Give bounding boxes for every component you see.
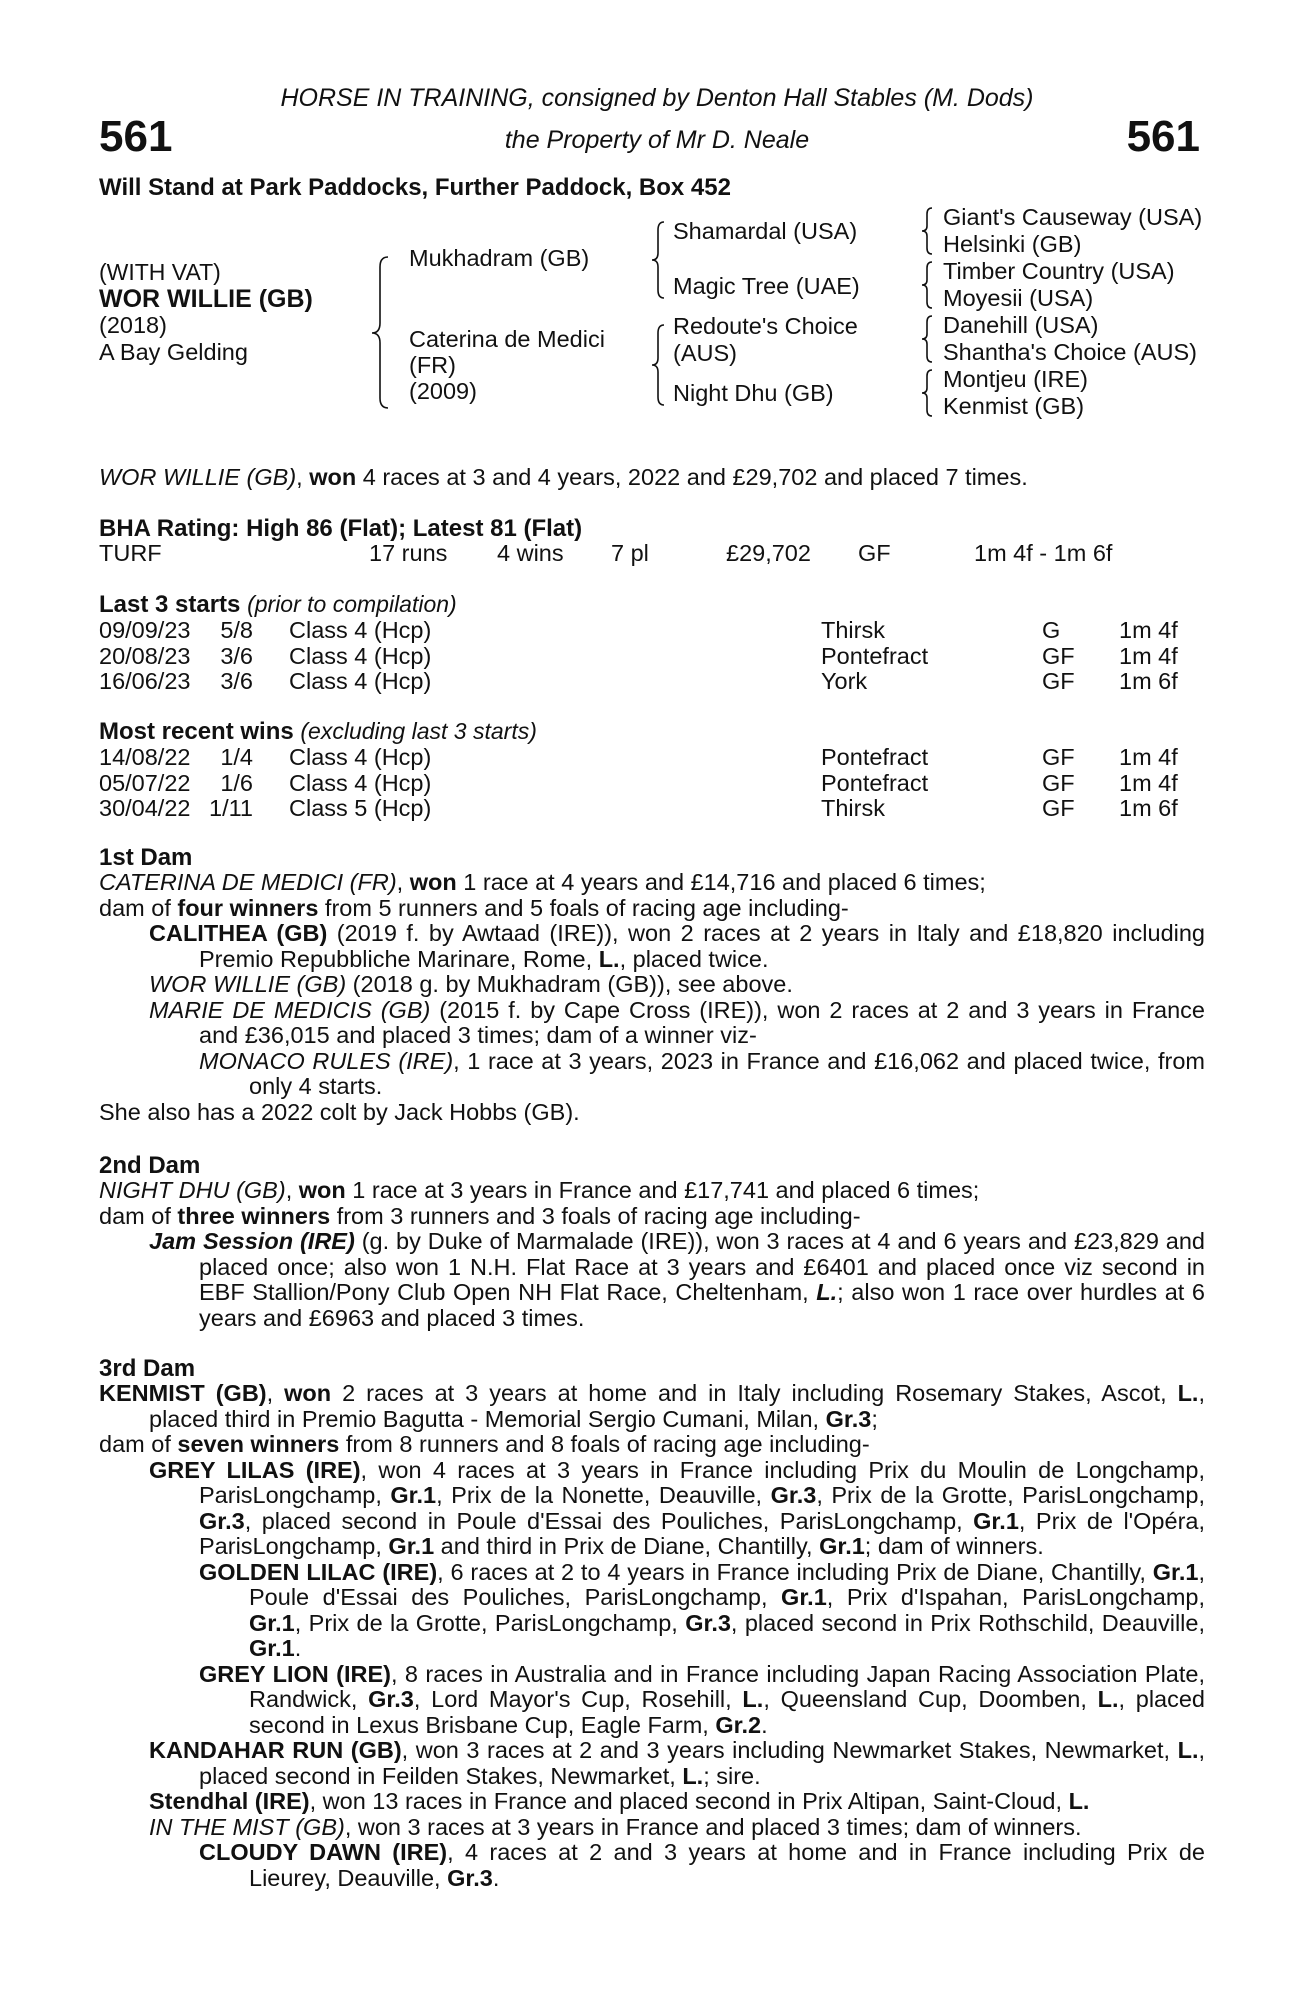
dam1-won: won <box>409 869 457 895</box>
brace-dam <box>650 323 670 407</box>
consignor-line: HORSE IN TRAINING, consigned by Denton Hall Stables (M. Dods) <box>280 84 1034 112</box>
produce-in-the-mist: IN THE MIST (GB), won 3 races at 3 years in France and placed 3 times; dam of winners. <box>149 1813 1082 1840</box>
g3-montjeu: Montjeu (IRE) <box>943 366 1088 392</box>
race-pos: 5/8 <box>220 617 253 643</box>
race-going: GF <box>1042 744 1075 770</box>
race-going: G <box>1042 617 1061 643</box>
race-date: 05/07/22 <box>99 769 191 796</box>
dam-line-1: Caterina de Medici <box>409 326 605 352</box>
race-going: GF <box>1042 668 1075 694</box>
earnings: £29,702 <box>726 540 811 566</box>
kandahar-run-name: KANDAHAR RUN (GB) <box>149 1737 402 1763</box>
race-row <box>99 643 1209 668</box>
dam1-winners-count: four winners <box>177 894 319 921</box>
golden-lilac-name: GOLDEN LILAC (IRE) <box>199 1558 438 1585</box>
horse-name: WOR WILLIE (GB) <box>99 285 313 313</box>
race-dist: 1m 6f <box>1119 795 1178 821</box>
produce-golden-lilac: GOLDEN LILAC (IRE), 6 races at 2 to 4 years in France including Prix de Diane, Chantilly, Gr.1, Poule d'Essai des Pouliches, ParisLongchamp, Gr.1, Prix d'Ispahan, ParisLongchamp, Gr.1, Prix de la Grotte, ParisLongchamp, Gr.3, placed second in Prix Rothschild, Deauville, Gr.1. <box>199 1558 1206 1661</box>
calithea-name: CALITHEA (GB) <box>149 920 328 946</box>
race-row <box>99 668 1209 693</box>
race-dist: 1m 4f <box>1119 769 1178 796</box>
dam1-heading: 1st Dam <box>99 844 193 871</box>
recent-wins-subtitle: (excluding last 3 starts) <box>300 718 537 744</box>
produce-cloudy-dawn: CLOUDY DAWN (IRE), 4 races at 2 and 3 years at home and in France including Prix de Lieurey, Deauville, Gr.3. <box>199 1839 1205 1891</box>
brace-g3-4 <box>920 368 936 418</box>
dam2-line: NIGHT DHU (GB), won 1 race at 3 years in France and £17,741 and placed 6 times; <box>99 1177 980 1203</box>
race-class: Class 4 (Hcp) <box>289 769 432 796</box>
race-going: GF <box>1042 642 1075 669</box>
race-course: York <box>821 668 868 694</box>
last3-heading <box>99 591 457 619</box>
dam3-section <box>99 1381 1205 1891</box>
race-date: 16/06/23 <box>99 668 191 694</box>
dam2-won: won <box>298 1177 346 1203</box>
summary-won: won <box>309 464 357 490</box>
recent-wins-heading <box>99 718 537 746</box>
race-dist: 1m 4f <box>1119 744 1178 770</box>
g3-kenmist: Kenmist (GB) <box>943 393 1085 419</box>
race-date: 09/09/23 <box>99 617 191 643</box>
race-pos: 3/6 <box>220 642 253 669</box>
race-going: GF <box>1042 795 1075 821</box>
produce-grey-lion: GREY LION (IRE), 8 races in Australia and in France including Japan Racing Association Plate, Randwick, Gr.3, Lord Mayor's Cup, Rosehill, L., Queensland Cup, Doomben, L., placed second in Lexus Brisbane Cup, Eagle Farm, Gr.2. <box>199 1660 1205 1738</box>
dam2-heading: 2nd Dam <box>99 1152 201 1179</box>
race-pos: 1/6 <box>220 769 253 796</box>
dam-line-2: (FR) <box>409 352 456 378</box>
race-pos: 3/6 <box>220 668 253 694</box>
race-date: 30/04/22 <box>99 795 191 821</box>
sire-dam: Magic Tree (UAE) <box>673 273 860 299</box>
race-summary: WOR WILLIE (GB), won 4 races at 3 and 4 years, 2022 and £29,702 and placed 7 times. <box>99 464 1028 490</box>
race-course: Pontefract <box>821 642 929 669</box>
sire-sire: Shamardal (USA) <box>673 218 858 244</box>
dam2-name: NIGHT DHU (GB) <box>99 1177 286 1203</box>
race-class: Class 5 (Hcp) <box>289 795 432 821</box>
produce-wor-willie: WOR WILLIE (GB) (2018 g. by Mukhadram (GB)), see above. <box>149 971 793 997</box>
property-line: the Property of Mr D. Neale <box>504 126 810 154</box>
race-dist: 1m 4f <box>1119 642 1178 669</box>
stand-location: Will Stand at Park Paddocks, Further Paddock, Box 452 <box>99 174 731 201</box>
brace-g3-2 <box>920 260 936 310</box>
race-row <box>99 744 1209 769</box>
race-class: Class 4 (Hcp) <box>289 617 432 643</box>
in-the-mist-name: IN THE MIST (GB) <box>149 1813 345 1840</box>
brace-g3-1 <box>920 206 936 256</box>
g3-timber-country: Timber Country (USA) <box>943 258 1175 284</box>
produce-kandahar-run: KANDAHAR RUN (GB), won 3 races at 2 and 3 years including Newmarket Stakes, Newmarket, L., placed second in Feilden Stakes, Newmarket, L.; sire. <box>149 1737 1206 1789</box>
dam-dam: Night Dhu (GB) <box>673 380 834 406</box>
produce-jam-session: Jam Session (IRE) (g. by Duke of Marmalade (IRE)), won 3 races at 4 and 6 years and £23,829 and placed once; also won 1 N.H. Flat Race at 3 years and £6401 and placed once viz second in EBF Stallion/Pony Club Open NH Flat Race, Cheltenham, L.; also won 1 race over hurdles at 6 years and £6963 and placed 3 times. <box>149 1228 1206 1331</box>
marie-de-medicis-name: MARIE DE MEDICIS (GB) <box>149 996 431 1023</box>
race-class: Class 4 (Hcp) <box>289 642 432 669</box>
race-course: Thirsk <box>821 795 885 821</box>
dam3-line: KENMIST (GB), won 2 races at 3 years at home and in Italy including Rosemary Stakes, Ascot, L., placed third in Premio Bagutta - Memorial Sergio Cumani, Milan, Gr.3; <box>99 1380 1205 1432</box>
stendhal-name: Stendhal (IRE) <box>149 1788 310 1814</box>
dam1-produce-line: dam of four winners from 5 runners and 5 foals of racing age including- <box>99 894 849 921</box>
bha-rating: BHA Rating: High 86 (Flat); Latest 81 (Flat) <box>99 515 583 542</box>
monaco-rules-name: MONACO RULES (IRE) <box>199 1047 454 1074</box>
g3-helsinki: Helsinki (GB) <box>943 231 1082 257</box>
race-date: 20/08/23 <box>99 642 191 669</box>
summary-text: 4 races at 3 and 4 years, 2022 and £29,702 and placed 7 times. <box>356 464 1028 490</box>
dam1-colt-note: She also has a 2022 colt by Jack Hobbs (GB). <box>99 1098 580 1125</box>
dam1-name: CATERINA DE MEDICI (FR) <box>99 869 397 895</box>
race-date: 14/08/22 <box>99 744 191 770</box>
dam2-produce-line: dam of three winners from 3 runners and 3 foals of racing age including- <box>99 1202 861 1229</box>
race-class: Class 4 (Hcp) <box>289 668 432 694</box>
dam3-name: KENMIST (GB) <box>99 1380 267 1406</box>
dam2-winners-count: three winners <box>177 1202 331 1229</box>
dam3-won: won <box>284 1380 332 1406</box>
last3-title: Last 3 starts <box>99 591 241 618</box>
race-going: GF <box>1042 769 1075 796</box>
produce-calithea: CALITHEA (GB) (2019 f. by Awtaad (IRE)), won 2 races at 2 years in Italy and £18,820 including Premio Repubbliche Marinare, Rome, L., placed twice. <box>149 920 1205 972</box>
dam3-heading: 3rd Dam <box>99 1355 196 1382</box>
brace-sire <box>650 220 670 300</box>
dam1-line: CATERINA DE MEDICI (FR), won 1 race at 4 years and £14,716 and placed 6 times; <box>99 869 986 895</box>
race-course: Pontefract <box>821 744 929 770</box>
race-course: Pontefract <box>821 769 929 796</box>
jam-session-name: Jam Session (IRE) <box>149 1228 355 1254</box>
g3-shanthas-choice: Shantha's Choice (AUS) <box>943 339 1197 365</box>
distance-range: 1m 4f - 1m 6f <box>974 540 1113 566</box>
grey-lilas-name: GREY LILAS (IRE) <box>149 1456 361 1483</box>
dam2-section <box>99 1178 1205 1331</box>
recent-wins-title: Most recent wins <box>99 718 294 745</box>
dam3-produce-line: dam of seven winners from 8 runners and 8 foals of racing age including- <box>99 1431 870 1457</box>
race-dist: 1m 4f <box>1119 617 1178 643</box>
brace-generation-1 <box>370 255 400 410</box>
dam-sire-line-2: (AUS) <box>673 340 737 366</box>
lot-number-left: 561 <box>99 112 173 161</box>
race-row <box>99 795 1209 820</box>
horse-description: A Bay Gelding <box>99 339 248 365</box>
race-class: Class 4 (Hcp) <box>289 744 432 770</box>
race-course: Thirsk <box>821 617 885 643</box>
dam3-winners-count: seven winners <box>177 1431 340 1457</box>
vat-label: (WITH VAT) <box>99 259 221 285</box>
produce-grey-lilas: GREY LILAS (IRE), won 4 races at 3 years in France including Prix du Moulin de Longchamp, ParisLongchamp, Gr.1, Prix de la Nonette, Deauville, Gr.3, Prix de la Grotte, ParisLongchamp, Gr.3, placed second in Poule d'Essai des Pouliches, ParisLongchamp, Gr.1, Prix de l'Opéra, ParisLongchamp, Gr.1 and third in Prix de Diane, Chantilly, Gr.1; dam of winners. <box>149 1456 1205 1559</box>
g3-danehill: Danehill (USA) <box>943 312 1099 338</box>
produce-stendhal: Stendhal (IRE), won 13 races in France and placed second in Prix Altipan, Saint-Cloud, L. <box>149 1788 1090 1814</box>
g3-giants-causeway: Giant's Causeway (USA) <box>943 204 1203 230</box>
race-row <box>99 770 1209 795</box>
surface: TURF <box>99 540 162 566</box>
horse-year: (2018) <box>99 312 167 338</box>
wins: 4 wins <box>497 540 564 566</box>
race-row <box>99 617 1209 642</box>
last3-subtitle: (prior to compilation) <box>247 591 457 617</box>
g3-moyesii: Moyesii (USA) <box>943 285 1094 311</box>
lot-number-right: 561 <box>1126 112 1200 161</box>
race-dist: 1m 6f <box>1119 668 1178 694</box>
wor-willie-name: WOR WILLIE (GB) <box>149 971 347 997</box>
dam1-section <box>99 870 1205 1125</box>
summary-horse-name: WOR WILLIE (GB) <box>99 464 297 490</box>
turf-record-row <box>99 540 1209 565</box>
cloudy-dawn-name: CLOUDY DAWN (IRE) <box>199 1839 448 1865</box>
sire: Mukhadram (GB) <box>409 245 590 271</box>
produce-marie-de-medicis: MARIE DE MEDICIS (GB) (2015 f. by Cape Cross (IRE)), won 2 races at 2 and 3 years in France and £36,015 and placed 3 times; dam of a winner viz- <box>149 996 1205 1048</box>
going: GF <box>858 540 891 566</box>
dam-line-3: (2009) <box>409 378 477 404</box>
grey-lion-name: GREY LION (IRE) <box>199 1660 391 1687</box>
placings: 7 pl <box>611 540 649 566</box>
produce-monaco-rules: MONACO RULES (IRE), 1 race at 3 years, 2023 in France and £16,062 and placed twice, from only 4 starts. <box>199 1047 1205 1099</box>
brace-g3-3 <box>920 314 936 364</box>
runs: 17 runs <box>369 540 448 566</box>
race-pos: 1/11 <box>209 795 253 821</box>
race-pos: 1/4 <box>220 744 253 770</box>
dam-sire-line-1: Redoute's Choice <box>673 313 858 339</box>
